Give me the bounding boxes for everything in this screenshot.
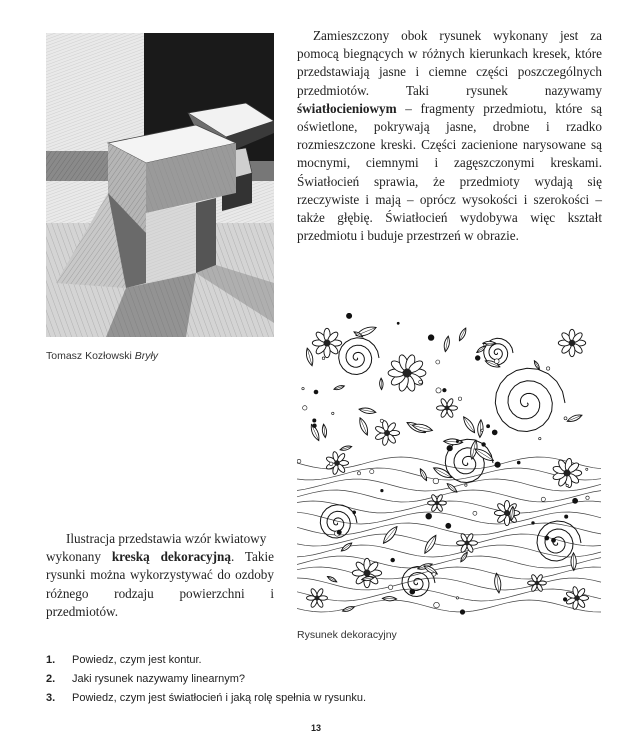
chiaroscuro-term: światłocieniowym	[297, 100, 397, 116]
bud-dot	[432, 572, 436, 576]
bud-dot	[495, 462, 501, 468]
flower-center	[435, 501, 440, 506]
bud-dot	[332, 412, 334, 414]
bud-dot	[484, 344, 486, 346]
drawing-blocks-image	[46, 33, 274, 337]
bud-dot	[329, 462, 333, 466]
bud-dot	[545, 536, 549, 540]
page-number: 13	[310, 723, 321, 733]
chiaroscuro-paragraph	[297, 27, 602, 245]
question-text: Powiedz, czym jest kontur.	[72, 654, 202, 666]
figure1-author: Tomasz Kozłowski	[46, 350, 132, 362]
bud-dot	[397, 322, 399, 324]
question-number: 1.	[46, 654, 56, 666]
bud-dot	[447, 445, 453, 451]
bud-dot	[433, 478, 439, 484]
decorative-term: kreską dekoracyjną	[111, 549, 231, 565]
flower-center	[403, 369, 412, 378]
bud-dot	[458, 397, 461, 400]
floral-pattern-svg	[297, 313, 602, 617]
bud-dot	[419, 380, 423, 384]
bud-dot	[563, 598, 567, 602]
bud-dot	[487, 425, 490, 428]
bud-dot	[465, 484, 467, 486]
question-text: Jaki rysunek nazywamy linearnym?	[72, 673, 246, 685]
decorative-before-term: wykonany	[46, 549, 112, 565]
decorative-paragraph	[46, 530, 274, 621]
flower-center	[465, 541, 470, 546]
bud-dot	[313, 419, 316, 422]
question-number: 3.	[46, 692, 56, 704]
bud-dot	[428, 335, 434, 341]
bud-dot	[426, 513, 432, 519]
bud-dot	[566, 484, 568, 486]
flower-center	[535, 581, 540, 586]
bud-dot	[357, 472, 360, 475]
bud-dot	[586, 468, 588, 470]
bud-dot	[314, 390, 318, 394]
question-number: 2.	[46, 673, 56, 685]
bud-dot	[532, 522, 535, 525]
bud-dot	[456, 440, 458, 442]
bud-dot	[303, 406, 307, 410]
flower-center	[504, 510, 510, 516]
decorative-drawing-image	[297, 313, 602, 617]
bud-dot	[391, 558, 395, 562]
decorative-after-term: .	[230, 549, 235, 565]
bud-dot	[313, 424, 317, 428]
spiral-swirl	[445, 439, 493, 482]
bud-dot	[456, 597, 458, 599]
spiral-swirl	[339, 338, 379, 375]
flower-center	[564, 470, 571, 477]
bud-dot	[551, 538, 555, 542]
flower-center	[334, 460, 340, 466]
spiral-swirl	[495, 368, 565, 431]
bud-dot	[564, 417, 567, 420]
bud-dot	[475, 356, 480, 361]
question-text: Powiedz, czym jest światłocień i jaką rolę spełnia w rysunku.	[72, 692, 367, 704]
bud-dot	[380, 419, 383, 422]
questions-list	[46, 651, 366, 708]
bud-dot	[473, 511, 477, 515]
bud-dot	[381, 489, 384, 492]
flower-center	[364, 570, 371, 577]
bud-dot	[481, 429, 483, 431]
bud-dot	[494, 359, 499, 364]
flower-center	[569, 340, 576, 347]
question-item	[46, 689, 366, 708]
bud-dot	[434, 602, 440, 608]
flower-center	[315, 596, 320, 601]
bud-dot	[302, 387, 304, 389]
wave-line	[297, 512, 601, 524]
bud-dot	[443, 388, 447, 392]
wave-line	[297, 589, 601, 601]
question-item	[46, 651, 366, 670]
flower-center	[384, 430, 390, 436]
bud-dot	[353, 511, 356, 514]
wave-line	[297, 556, 601, 568]
bud-dot	[370, 470, 374, 474]
bud-dot	[446, 523, 451, 528]
bud-dot	[337, 530, 341, 534]
bud-dot	[346, 313, 351, 318]
bud-dot	[546, 367, 549, 370]
bud-dot	[517, 461, 520, 464]
wave-line	[297, 501, 601, 513]
bud-dot	[586, 496, 589, 499]
bud-dot	[388, 585, 392, 589]
bud-dot	[460, 610, 465, 615]
wave-line	[297, 578, 601, 590]
flower-center	[445, 406, 450, 411]
bud-dot	[492, 430, 497, 435]
decorative-line1: Ilustracja przedstawia wzór kwiatowy	[66, 531, 267, 546]
figure1-title: Bryły	[134, 350, 159, 362]
wave-line	[297, 490, 601, 502]
wave-line	[297, 567, 601, 579]
bud-dot	[436, 388, 441, 393]
bud-dot	[482, 443, 486, 447]
blocks-drawing-svg	[46, 33, 274, 337]
bud-dot	[565, 515, 568, 518]
bud-dot	[410, 589, 415, 594]
question-item	[46, 670, 366, 689]
decorative-rest: Takie rysunki można wykorzystywać do ozdoby różnego rodzaju powierzchni i przedmiotów.	[46, 549, 274, 619]
bud-dot	[322, 357, 325, 360]
flower-center	[574, 595, 580, 601]
bud-dot	[297, 459, 301, 463]
flower-center	[324, 340, 331, 347]
bud-dot	[436, 360, 440, 364]
bud-dot	[541, 497, 545, 501]
chiaroscuro-text-after: – fragmenty przedmiotu, które są oświetlone, pokrywają jasne, drobne i rzadko rozmieszczone kreski. Części zacienione narysowane są mocnymi, ciemnymi i zagęszczonymi kreskami. Światłocień sprawia, że przedmioty wydają się rzeczywiste i mają – oprócz wysokości i szerokości – także głębię. Światłocień wydobywa więc kształt przedmiotu i buduje przestrzeń w obrazie.	[297, 100, 602, 244]
bud-dot	[573, 498, 578, 503]
figure1-caption	[46, 350, 158, 362]
chiaroscuro-text-before: Zamieszczony obok rysunek wykonany jest za pomocą biegnących w różnych kierunkach kresek, które przedstawiają jasne i ciemne części poszczególnych przedmiotów. Taki rysunek nazywamy	[297, 28, 602, 98]
bud-dot	[539, 437, 541, 439]
figure2-caption: Rysunek dekoracyjny	[297, 629, 397, 641]
